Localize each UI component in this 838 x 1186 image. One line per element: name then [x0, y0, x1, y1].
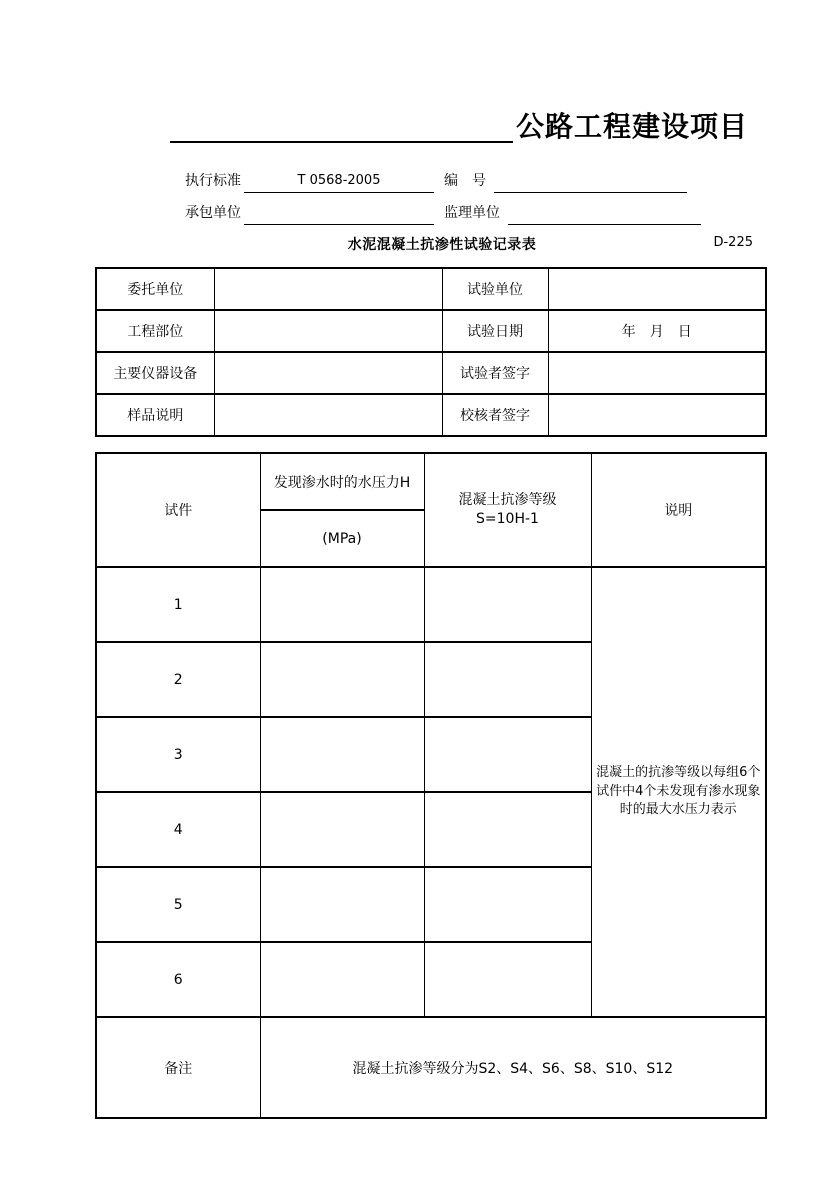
note-header: 说明: [591, 453, 766, 567]
client-unit-label: 委托单位: [96, 268, 214, 310]
pressure-value-cell[interactable]: [260, 717, 424, 792]
grade-value-cell[interactable]: [424, 717, 591, 792]
main-header-row-1: [96, 453, 766, 510]
pressure-header: 发现渗水时的水压力H: [260, 453, 424, 510]
equipment-value[interactable]: [214, 352, 442, 394]
specimen-number: 6: [96, 942, 260, 1017]
exec-standard-label: 执行标准: [185, 173, 241, 189]
test-unit-value[interactable]: [548, 268, 766, 310]
info-row-2: [96, 310, 766, 352]
tester-signature-label: 试验者签字: [442, 352, 548, 394]
remark-row: [96, 1017, 766, 1118]
info-table: [95, 267, 767, 437]
number-value[interactable]: [494, 170, 687, 193]
supervisor-value[interactable]: [508, 202, 701, 225]
pressure-value-cell[interactable]: [260, 567, 424, 642]
info-row-1: [96, 268, 766, 310]
info-row-3: [96, 352, 766, 394]
header-field-row-1: [185, 170, 687, 193]
pressure-value-cell[interactable]: [260, 642, 424, 717]
specimen-number: 1: [96, 567, 260, 642]
checker-signature-value[interactable]: [548, 394, 766, 436]
exec-standard-value[interactable]: T 0568-2005: [244, 170, 434, 193]
grade-value-cell[interactable]: [424, 792, 591, 867]
sample-desc-label: 样品说明: [96, 394, 214, 436]
pressure-unit-header: (MPa): [260, 510, 424, 567]
checker-signature-label: 校核者签字: [442, 394, 548, 436]
page-title: 公路工程建设项目: [516, 110, 749, 143]
grade-value-cell[interactable]: [424, 867, 591, 942]
specimen-row-1: [96, 567, 766, 642]
project-part-value[interactable]: [214, 310, 442, 352]
client-unit-value[interactable]: [214, 268, 442, 310]
grade-value-cell[interactable]: [424, 642, 591, 717]
project-name-blank-line[interactable]: [170, 122, 513, 143]
test-date-value[interactable]: 年 月 日: [548, 310, 766, 352]
remark-value: 混凝土抗渗等级分为S2、S4、S6、S8、S10、S12: [260, 1017, 766, 1118]
specimen-number: 4: [96, 792, 260, 867]
note-cell: 混凝土的抗渗等级以每组6个试件中4个未发现有渗水现象时的最大水压力表示: [591, 567, 766, 1017]
contractor-label: 承包单位: [185, 205, 241, 221]
grade-header: [424, 453, 591, 567]
supervisor-label: 监理单位: [444, 205, 500, 221]
test-date-label: 试验日期: [442, 310, 548, 352]
pressure-value-cell[interactable]: [260, 867, 424, 942]
grade-header-line2: S=10H-1: [476, 511, 539, 527]
tester-signature-value[interactable]: [548, 352, 766, 394]
grade-header-line1: 混凝土抗渗等级: [458, 492, 557, 509]
specimen-number: 5: [96, 867, 260, 942]
project-part-label: 工程部位: [96, 310, 214, 352]
form-title: 水泥混凝土抗渗性试验记录表: [347, 237, 537, 253]
number-label: 编 号: [444, 173, 486, 189]
pressure-value-cell[interactable]: [260, 792, 424, 867]
specimen-number: 2: [96, 642, 260, 717]
remark-label: 备注: [96, 1017, 260, 1118]
grade-value-cell[interactable]: [424, 942, 591, 1017]
sample-desc-value[interactable]: [214, 394, 442, 436]
form-title-row: [95, 234, 765, 254]
grade-value-cell[interactable]: [424, 567, 591, 642]
main-table: [95, 452, 767, 1119]
contractor-value[interactable]: [244, 202, 434, 225]
info-row-4: [96, 394, 766, 436]
equipment-label: 主要仪器设备: [96, 352, 214, 394]
pressure-value-cell[interactable]: [260, 942, 424, 1017]
specimen-header: 试件: [96, 453, 260, 567]
test-unit-label: 试验单位: [442, 268, 548, 310]
specimen-number: 3: [96, 717, 260, 792]
form-code: D-225: [713, 235, 753, 250]
header-field-row-2: [185, 202, 701, 225]
